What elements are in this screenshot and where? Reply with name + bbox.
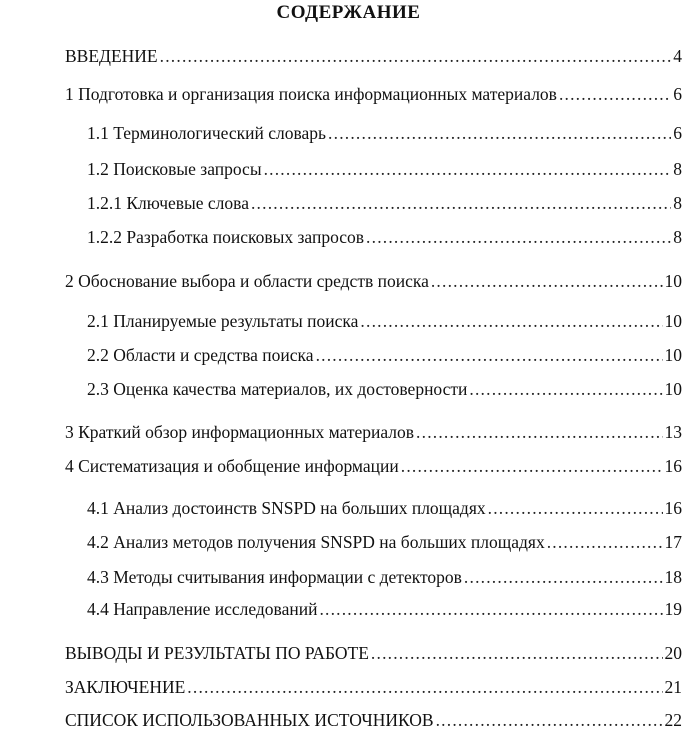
toc-entry-4[interactable] [65,455,682,477]
leader-dots [366,226,671,248]
toc-entry-4-3[interactable] [87,566,682,588]
toc-entry-4-4[interactable] [87,598,682,620]
toc-entry-page: 19 [664,599,682,619]
toc-entry-label: ВВЕДЕНИЕ [65,46,158,66]
toc-entry-label: 1.1 Терминологический словарь [87,123,327,143]
toc-entry-2[interactable] [65,270,682,292]
toc-entry-label: 1.2.1 Ключевые слова [87,193,249,213]
leader-dots [488,497,663,519]
toc-entry-label: 2.3 Оценка качества материалов, их достоверности [87,379,468,399]
toc-entry-page: 10 [664,345,682,365]
toc-entry-label: 1.2 Поисковые запросы [87,159,262,179]
leader-dots [401,455,663,477]
leader-dots [464,566,663,588]
toc-entry-4-2[interactable] [87,531,682,553]
toc-entry-page: 22 [664,710,682,730]
toc-entry-page: 6 [673,123,682,143]
leader-dots [316,344,663,366]
toc-entry-page: 21 [664,677,682,697]
leader-dots [328,122,671,144]
toc-entry-page: 8 [673,159,682,179]
toc-entry-page: 20 [664,643,682,663]
toc-entry-conclusions-results[interactable] [65,642,682,664]
leader-dots [371,642,663,664]
toc-entry-references[interactable] [65,709,682,731]
toc-entry-label: 2 Обоснование выбора и области средств поиска [65,271,429,291]
toc-entry-label: ЗАКЛЮЧЕНИЕ [65,677,186,697]
toc-entry-2-3[interactable] [87,378,682,400]
toc-entry-4-1[interactable] [87,497,682,519]
leader-dots [416,421,662,443]
toc-entry-page: 13 [664,422,682,442]
toc-entry-introduction[interactable] [65,45,682,67]
leader-dots [319,598,662,620]
leader-dots [431,270,663,292]
toc-entry-1-2-1[interactable] [87,192,682,214]
leader-dots [547,531,663,553]
toc-entry-1-2-2[interactable] [87,226,682,248]
toc-entry-2-2[interactable] [87,344,682,366]
leader-dots [264,158,672,180]
toc-entry-page: 10 [664,271,682,291]
toc-entry-1-2[interactable] [87,158,682,180]
toc-entry-page: 6 [673,84,682,104]
leader-dots [160,45,672,67]
toc-entry-label: 2.1 Планируемые результаты поиска [87,311,359,331]
toc-entry-label: 4.2 Анализ методов получения SNSPD на больших площадях [87,532,545,552]
toc-entry-page: 8 [673,227,682,247]
toc-entry-label: ВЫВОДЫ И РЕЗУЛЬТАТЫ ПО РАБОТЕ [65,643,369,663]
toc-entry-label: 1 Подготовка и организация поиска информационных материалов [65,84,557,104]
toc-entry-1-1[interactable] [87,122,682,144]
toc-entry-label: 4 Систематизация и обобщение информации [65,456,399,476]
toc-entry-2-1[interactable] [87,310,682,332]
toc-entry-page: 18 [664,567,682,587]
toc-entry-page: 8 [673,193,682,213]
toc-entry-page: 4 [673,46,682,66]
leader-dots [187,676,662,698]
toc-entry-page: 17 [664,532,682,552]
toc-entry-label: СПИСОК ИСПОЛЬЗОВАННЫХ ИСТОЧНИКОВ [65,710,434,730]
toc-entry-page: 16 [664,456,682,476]
toc-entry-page: 16 [664,498,682,518]
leader-dots [436,709,663,731]
toc-entry-3[interactable] [65,421,682,443]
leader-dots [469,378,662,400]
toc-entry-1[interactable] [65,83,682,105]
page-title: СОДЕРЖАНИЕ [276,2,421,23]
toc-entry-page: 10 [664,311,682,331]
toc-entry-page: 10 [664,379,682,399]
leader-dots [360,310,662,332]
toc-entry-label: 2.2 Области и средства поиска [87,345,314,365]
toc-entry-label: 4.1 Анализ достоинств SNSPD на больших площадях [87,498,486,518]
toc-entry-label: 3 Краткий обзор информационных материалов [65,422,415,442]
toc-entry-label: 4.3 Методы считывания информации с детекторов [87,567,462,587]
toc-entry-label: 4.4 Направление исследований [87,599,318,619]
leader-dots [559,83,671,105]
toc-entry-conclusion[interactable] [65,676,682,698]
leader-dots [251,192,671,214]
toc-entry-label: 1.2.2 Разработка поисковых запросов [87,227,365,247]
